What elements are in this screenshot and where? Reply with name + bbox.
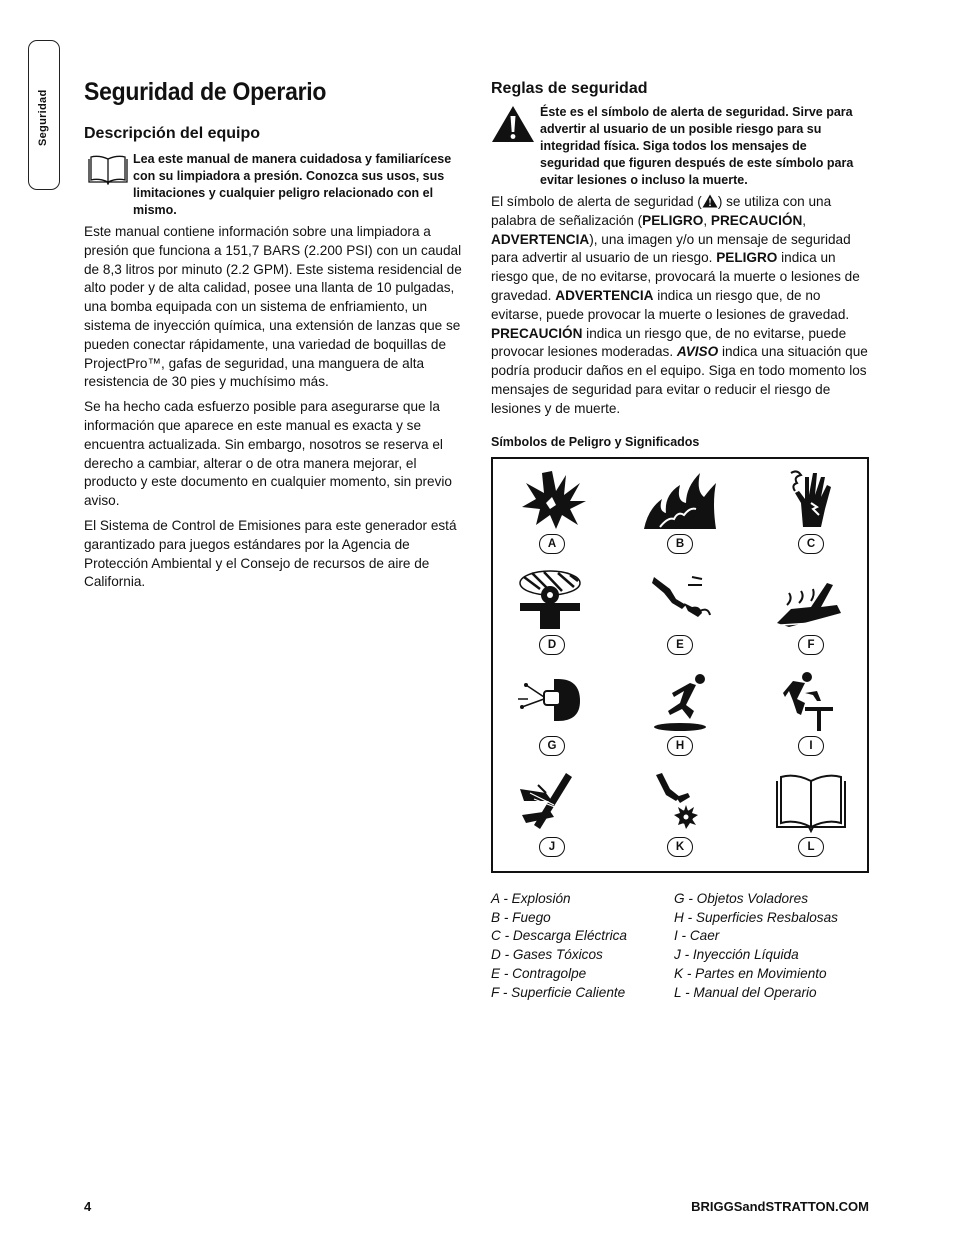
fall-icon <box>771 671 851 733</box>
legend-right-column <box>674 890 838 1002</box>
hot-surface-icon <box>771 569 851 631</box>
symbol-letter-A: A <box>539 534 565 554</box>
legend-item: B - Fuego <box>491 909 551 925</box>
flying-objects-icon <box>510 671 590 733</box>
safety-alert-icon <box>491 105 535 143</box>
toxic-fumes-icon <box>510 569 590 631</box>
symbol-letter-G: G <box>539 736 565 756</box>
legend-item: J - Inyección Líquida <box>674 947 799 963</box>
equipment-heading: Descripción del equipo <box>84 125 261 142</box>
legend-item: F - Superficie Caliente <box>491 984 626 1000</box>
safety-alert-notice <box>491 104 869 189</box>
legend-item: C - Descarga Eléctrica <box>491 928 627 944</box>
hazard-symbols-grid <box>491 457 869 873</box>
safety-alert-text: Éste es el símbolo de alerta de seguridad. Sirve para advertir al usuario de un posible riesgo para su integridad física. Siga todos los mensajes de seguridad que figuren después de este símbolo para evitar lesiones o incluso la muerte. <box>540 105 854 187</box>
symbol-letter-C: C <box>798 534 824 554</box>
symbol-letter-B: B <box>667 534 693 554</box>
page-title: Seguridad de Operario <box>84 78 327 106</box>
symbol-letter-J: J <box>539 837 565 857</box>
inline-alert-icon <box>702 194 718 208</box>
book-icon <box>87 155 129 185</box>
symbol-letter-L: L <box>798 837 824 857</box>
legend-left-column <box>491 890 627 1002</box>
symbol-letter-D: D <box>539 635 565 655</box>
section-tab-label: Seguridad <box>37 89 49 146</box>
fluid-injection-icon <box>510 771 590 833</box>
fire-icon <box>640 469 720 531</box>
symbol-letter-H: H <box>667 736 693 756</box>
safety-rules-heading: Reglas de seguridad <box>491 80 648 97</box>
electric-shock-icon <box>771 469 851 531</box>
symbol-letter-E: E <box>667 635 693 655</box>
legend-item: I - Caer <box>674 928 720 944</box>
manual-notice <box>84 151 464 219</box>
kickback-icon <box>640 569 720 631</box>
description-paragraph-3: El Sistema de Control de Emisiones para este generador está garantizado para juegos estándares por la Agencia de Protección Ambiental y el Consejo de recursos de aire de California. <box>84 517 457 590</box>
page-number: 4 <box>84 1199 92 1214</box>
symbol-letter-F: F <box>798 635 824 655</box>
right-column <box>491 80 869 873</box>
symbol-letter-I: I <box>798 736 824 756</box>
description-paragraph-2: Se ha hecho cada esfuerzo posible para asegurarse que la información que aparece en este manual es exacta y se encuentra actualizada. Sin embargo, nosotros se reserva el derecho a cambiar, alterar o de otra manera mejorar, el producto y este documento en cualquier momento, sin previo aviso. <box>84 399 452 509</box>
operator-manual-icon <box>771 771 851 833</box>
legend-item: E - Contragolpe <box>491 965 587 981</box>
explosion-icon <box>512 469 592 531</box>
symbol-letter-K: K <box>667 837 693 857</box>
website-footer: BRIGGSandSTRATTON.COM <box>691 1199 869 1214</box>
legend-item: H - Superficies Resbalosas <box>674 909 838 925</box>
slippery-surface-icon <box>640 671 720 733</box>
description-paragraph-1: Este manual contiene información sobre una limpiadora a presión que funciona a 151,7 BARS (2.200 PSI) con un caudal de 8,3 litros por minuto (2.2 GPM). Este sistema residencial de alto poder y de alta calidad, posee una llanta de 10 pulgadas, una bomba equipada con un sistema de enfriamiento, un sistema de inyección química, una extensión de lanzas que se pueden conectar rápidamente, una variedad de boquillas de ProjectPro™, gafas de seguridad, una manguera de alta resistencia de 30 pies y muchísimo más. <box>84 224 462 390</box>
moving-parts-icon <box>640 771 720 833</box>
left-column <box>84 78 464 592</box>
legend-item: D - Gases Tóxicos <box>491 947 603 963</box>
legend-item: K - Partes en Movimiento <box>674 965 827 981</box>
legend-item: A - Explosión <box>491 891 571 906</box>
signal-words-paragraph: El símbolo de alerta de seguridad ( ) se utiliza con una palabra de señalización (PELIGRO, PRECAUCIÓN, ADVERTENCIA), una imagen y/o un mensaje de seguridad para advertir al usuario de un riesgo. PELIGRO indica un riesgo que, de no evitarse, provocará la muerte o lesiones de gravedad. ADVERTENCIA indica un riesgo que, de no evitarse, puede provocar la muerte o lesiones de gravedad. PRECAUCIÓN indica un riesgo que, de no evitarse, puede provocar lesiones moderadas. AVISO indica una situación que podría producir daños en el equipo. Siga en todo momento los mensajes de seguridad para evitar o reducir el riesgo de lesiones y de muerte. <box>491 194 868 416</box>
legend-item: G - Objetos Voladores <box>674 891 808 906</box>
symbols-heading: Símbolos de Peligro y Significados <box>491 434 700 449</box>
legend-item: L - Manual del Operario <box>674 984 817 1000</box>
manual-notice-text: Lea este manual de manera cuidadosa y familiarícese con su limpiadora a presión. Conozca sus usos, sus limitaciones y cualquier peligro relacionado con el mismo. <box>133 152 452 217</box>
